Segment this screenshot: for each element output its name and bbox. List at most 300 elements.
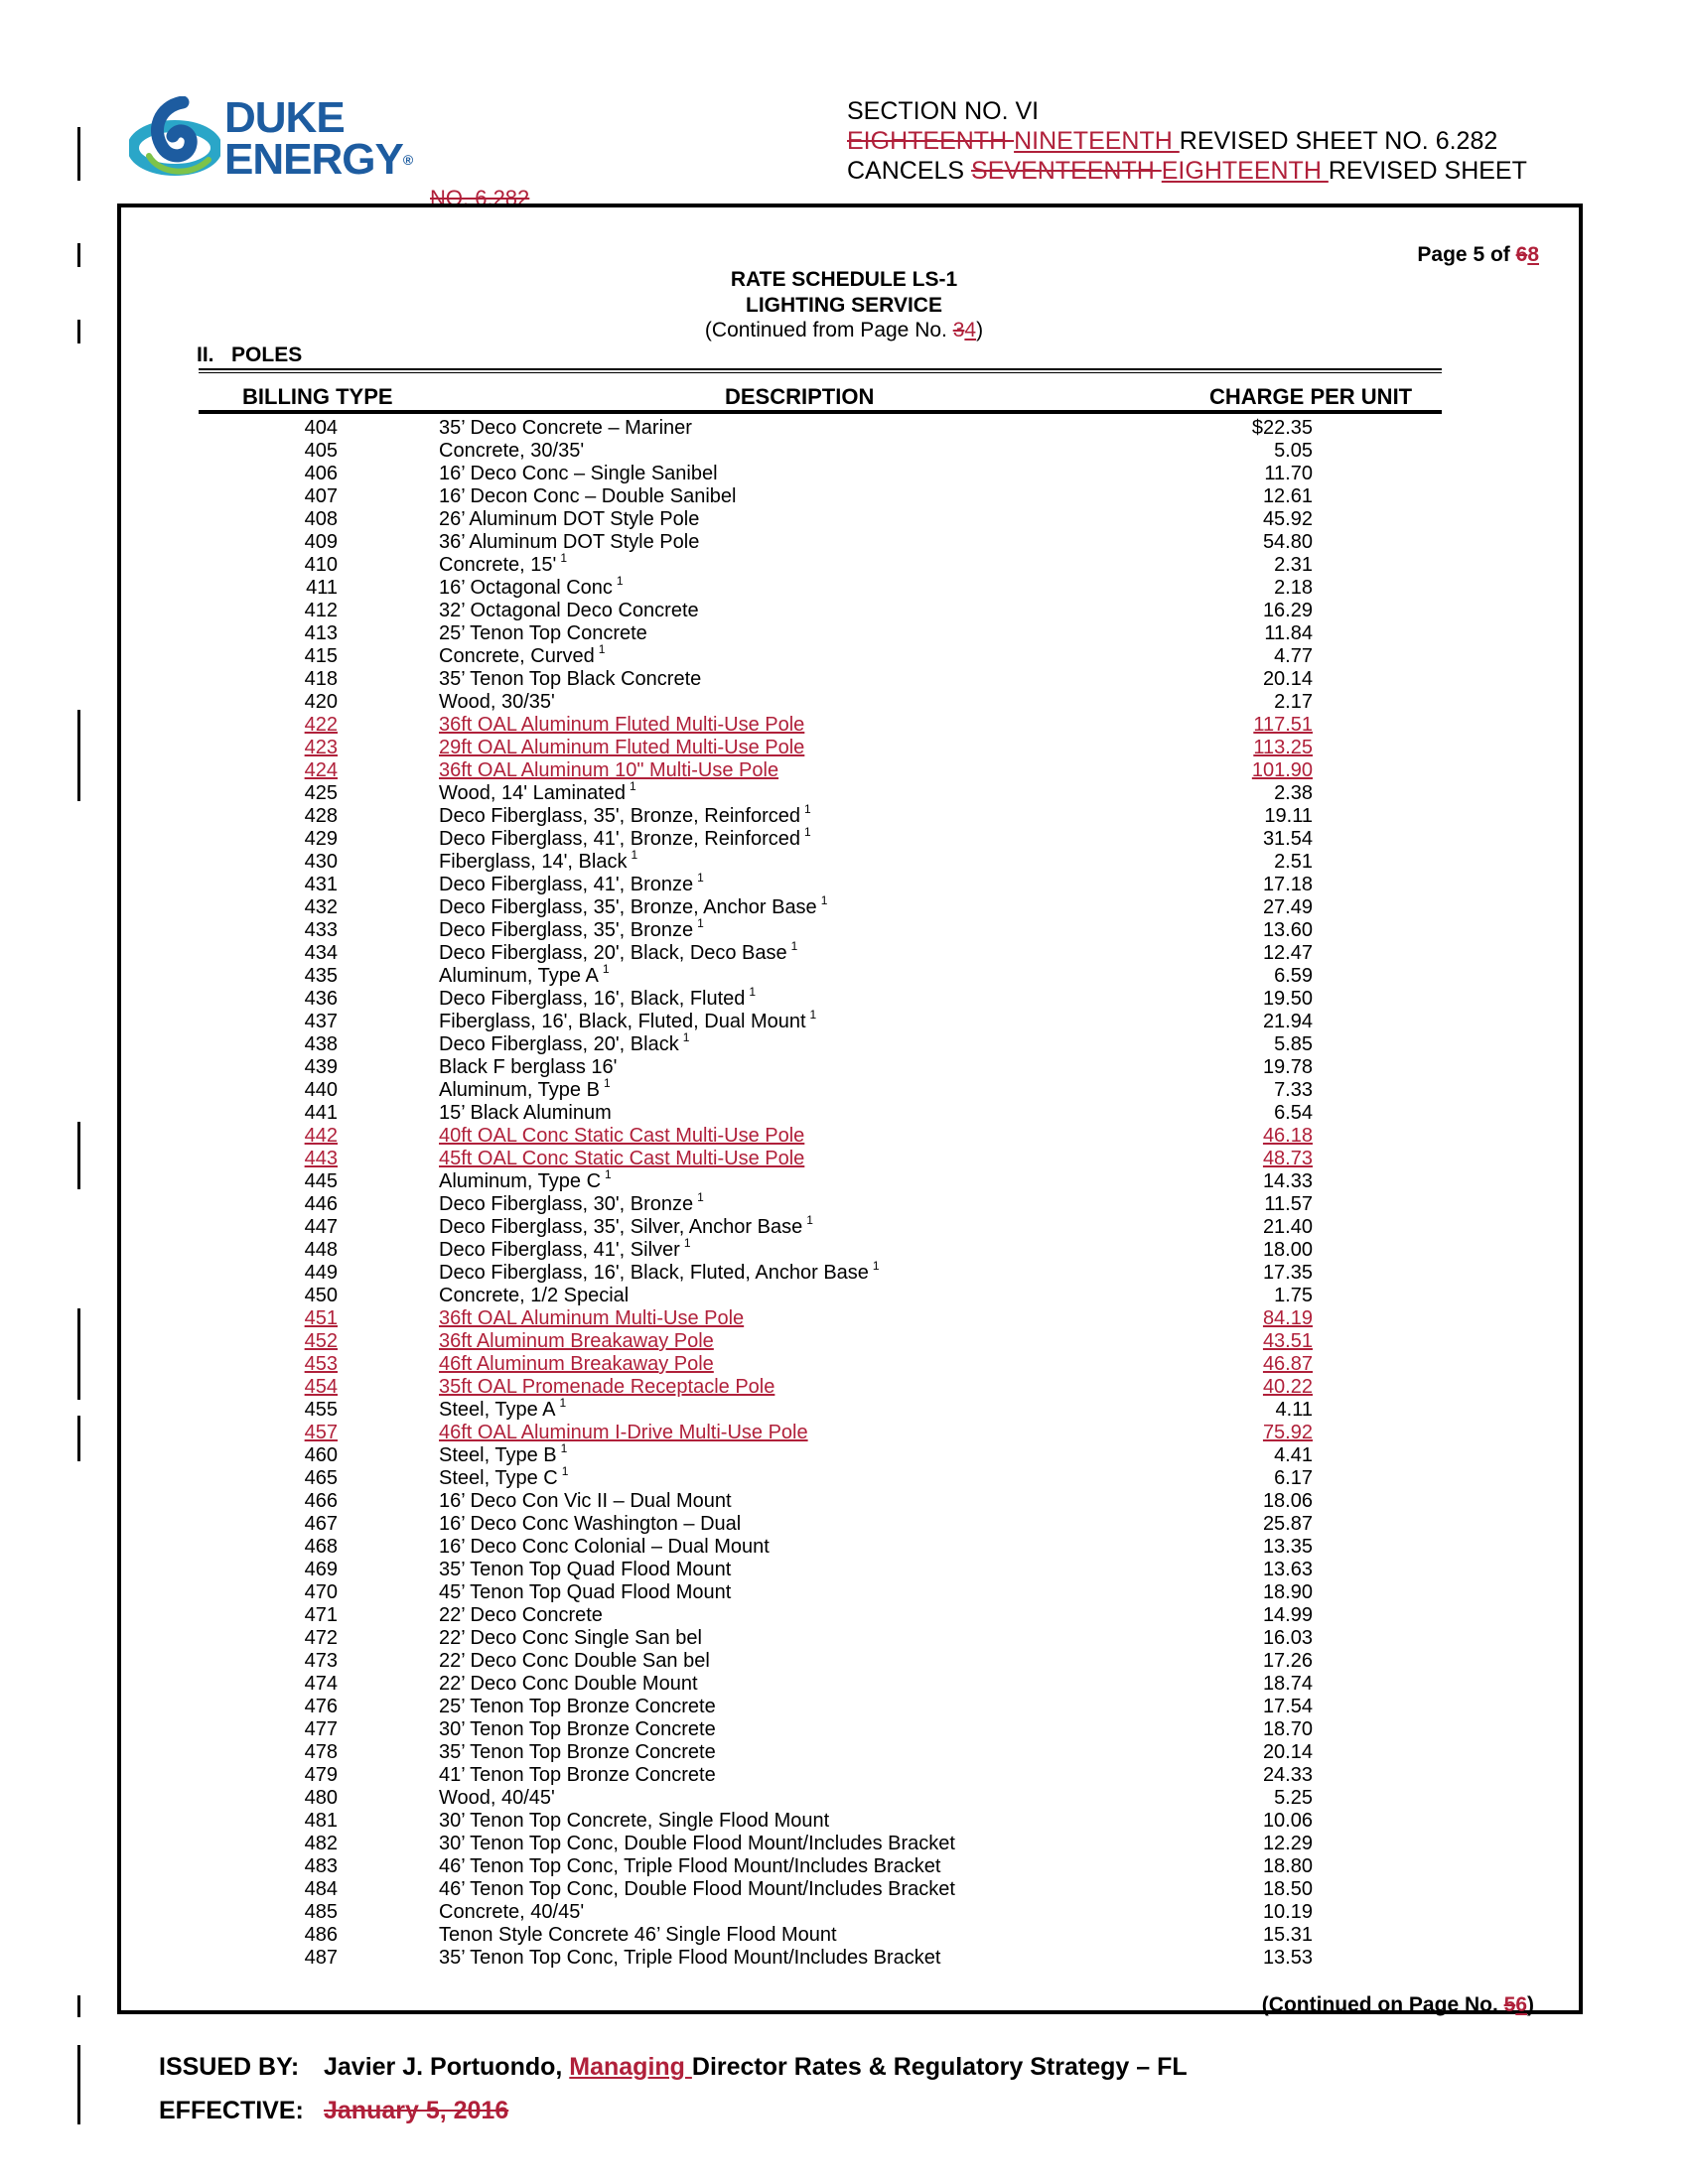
pole-description-text: 26’ Aluminum DOT Style Pole [439,508,700,530]
pole-description-text: Concrete, Curved [439,645,595,667]
charge-per-unit: 12.29 [1262,1833,1313,1854]
pole-description-text: Deco Fiberglass, 41', Bronze [439,874,694,895]
billing-type-code: 424 [304,759,338,781]
pole-description-text: 41’ Tenon Top Bronze Concrete [439,1764,716,1786]
billing-type-code: 430 [304,851,338,873]
footnote-marker: 1 [559,1396,567,1411]
pole-description-text: Concrete, 15' [439,554,557,576]
charge-per-unit: 5.05 [1274,440,1313,462]
table-row [0,1030,1688,1056]
pole-description [439,485,736,508]
issued-by-name: Javier J. Portuondo, [324,2053,570,2081]
billing-type-code: 483 [304,1855,338,1877]
logo-wordmark [224,93,413,184]
table-row [0,440,1688,463]
lighting-service-title: LIGHTING SERVICE [746,294,942,317]
pole-description [439,1422,808,1444]
continued-on-prefix: (Continued on Page No. [1261,1993,1504,2016]
effective-date-deleted: January 5, 2016 [324,2097,509,2124]
table-row [0,1536,1688,1559]
billing-type-code: 469 [304,1559,338,1580]
charge-per-unit: 31.54 [1262,828,1313,850]
cancels-inserted-text: EIGHTEENTH [1161,157,1329,185]
page-number [1291,243,1539,267]
charge-per-unit: 40.22 [1262,1376,1313,1398]
table-row [0,1741,1688,1764]
pole-description-text: 45’ Tenon Top Quad Flood Mount [439,1581,732,1603]
charge-per-unit: 84.19 [1262,1307,1313,1329]
pole-description [439,1464,569,1490]
footnote-marker: 1 [697,871,704,886]
pole-description-text: Deco Fiberglass, 30', Bronze [439,1193,694,1215]
pole-description [439,1236,691,1262]
table-row [0,962,1688,988]
charge-per-unit: 10.19 [1262,1901,1313,1923]
pole-description-text: 35’ Tenon Top Black Concrete [439,668,702,690]
billing-type-code: 431 [304,874,338,895]
pole-description-text: 30’ Tenon Top Bronze Concrete [439,1718,716,1740]
charge-per-unit: 14.33 [1262,1170,1313,1192]
charge-per-unit: $22.35 [1251,417,1313,439]
table-row [0,1673,1688,1696]
charge-per-unit: 18.74 [1262,1673,1313,1695]
table-row [0,1008,1688,1033]
pole-description-text: 35’ Tenon Top Bronze Concrete [439,1741,716,1763]
pole-description [439,1076,611,1102]
pole-description [439,622,647,645]
table-row [0,622,1688,645]
pole-description [439,1581,731,1604]
table-header-rule [199,410,1442,414]
charge-per-unit: 2.38 [1274,782,1313,804]
issued-by-value [324,2053,1188,2082]
billing-type-code: 410 [304,554,338,576]
billing-type-code: 448 [304,1239,338,1261]
section-heading-number: II. [197,343,214,366]
pole-description [439,1376,774,1399]
pole-description [439,1030,690,1056]
pole-description [439,1810,829,1833]
footnote-marker: 1 [561,1464,569,1479]
table-row [0,1190,1688,1216]
billing-type-code: 455 [304,1399,338,1421]
footnote-marker: 1 [602,962,610,977]
pole-description-text: 36ft Aluminum Breakaway Pole [439,1330,714,1352]
charge-per-unit: 4.41 [1274,1444,1313,1466]
pole-description [439,574,624,600]
charge-per-unit: 17.35 [1262,1262,1313,1284]
billing-type-code: 486 [304,1924,338,1946]
sheet-rest-text: REVISED SHEET NO. 6.282 [1179,127,1498,155]
table-row [0,463,1688,485]
page-deleted: 6 [1515,243,1528,266]
table-row [0,779,1688,805]
cancels-label: CANCELS [847,157,972,185]
billing-type-code: 460 [304,1444,338,1466]
pole-description-text: 25’ Tenon Top Concrete [439,622,647,644]
table-row [0,1330,1688,1353]
pole-description [439,600,699,622]
pole-description-text: 35’ Deco Concrete – Mariner [439,417,692,439]
pole-description [439,871,704,896]
cancels-rest-text: REVISED SHEET [1328,157,1527,185]
charge-per-unit: 4.11 [1275,1399,1313,1421]
footnote-marker: 1 [560,551,568,566]
charge-per-unit: 5.85 [1274,1033,1313,1055]
pole-description [439,1947,940,1970]
billing-type-code: 446 [304,1193,338,1215]
billing-type-code: 468 [304,1536,338,1558]
charge-per-unit: 46.87 [1262,1353,1313,1375]
billing-type-code: 450 [304,1285,338,1306]
pole-description-text: Fiberglass, 14', Black [439,851,628,873]
billing-type-code: 452 [304,1330,338,1352]
billing-type-code: 474 [304,1673,338,1695]
pole-description-text: Aluminum, Type B [439,1079,600,1101]
footnote-marker: 1 [749,985,757,1000]
pole-description [439,985,757,1011]
charge-per-unit: 4.77 [1274,645,1313,667]
table-row [0,1490,1688,1513]
continued-from-prefix: (Continued from Page No. [704,319,953,341]
pole-description [439,508,699,531]
sheet-inserted-text: NINETEENTH [1014,127,1180,155]
table-row [0,1718,1688,1741]
table-row [0,691,1688,714]
charge-per-unit: 6.54 [1274,1102,1313,1124]
table-row [0,737,1688,759]
pole-description-text: 35ft OAL Promenade Receptacle Pole [439,1376,775,1398]
charge-per-unit: 10.06 [1262,1810,1313,1832]
column-header-billing-type: BILLING TYPE [242,384,393,409]
pole-description [439,779,636,805]
pole-description-text: Concrete, 40/45' [439,1901,585,1923]
table-row [0,1855,1688,1878]
billing-type-code: 415 [304,645,338,667]
pole-description [439,1148,804,1170]
charge-per-unit: 2.18 [1274,577,1313,599]
table-row [0,1102,1688,1125]
table-row [0,668,1688,691]
charge-per-unit: 18.70 [1262,1718,1313,1740]
table-row [0,642,1688,668]
pole-description-text: 16’ Deco Conc Colonial – Dual Mount [439,1536,770,1558]
column-header-charge: CHARGE PER UNIT [1209,384,1413,409]
table-row [0,1581,1688,1604]
charge-per-unit: 12.47 [1262,942,1313,964]
charge-per-unit: 19.11 [1264,805,1313,827]
footnote-marker: 1 [804,825,811,840]
charge-per-unit: 20.14 [1262,668,1313,690]
no-deleted-text: NO. 6.282 [430,186,530,210]
charge-per-unit: 6.59 [1274,965,1313,987]
pole-description-text: 46ft Aluminum Breakaway Pole [439,1353,714,1375]
charge-per-unit: 46.18 [1262,1125,1313,1147]
charge-per-unit: 25.87 [1262,1513,1313,1535]
pole-description-text: Aluminum, Type C [439,1170,602,1192]
charge-per-unit: 13.53 [1262,1947,1313,1969]
pole-description-text: Fiberglass, 16', Black, Fluted, Dual Mount [439,1011,806,1032]
footnote-marker: 1 [630,779,636,794]
sheet-number-line [847,126,1497,156]
pole-description-text: 16’ Decon Conc – Double Sanibel [439,485,737,507]
table-row [0,1833,1688,1855]
pole-description [439,737,804,759]
pole-description-text: 36ft OAL Aluminum 10" Multi-Use Pole [439,759,779,781]
pole-description-text: Black F berglass 16' [439,1056,618,1078]
billing-type-code: 478 [304,1741,338,1763]
pole-description [439,939,798,965]
table-row [0,1148,1688,1170]
continued-from-suffix: ) [976,319,984,341]
pole-description [439,893,828,919]
footnote-marker: 1 [631,848,638,863]
pole-description [439,1673,698,1696]
continued-from [596,319,1092,342]
pole-description [439,825,811,851]
billing-type-code: 480 [304,1787,338,1809]
table-row [0,531,1688,554]
registered-mark: ® [402,152,413,168]
pole-description [439,1285,629,1307]
table-row [0,1650,1688,1673]
charge-per-unit: 12.61 [1262,485,1313,507]
section-heading-label: POLES [231,343,303,366]
pole-description-text: Tenon Style Concrete 46’ Single Flood Mount [439,1924,837,1946]
charge-per-unit: 13.63 [1262,1559,1313,1580]
charge-per-unit: 11.70 [1264,463,1313,484]
pole-description [439,531,699,554]
table-row [0,1056,1688,1079]
table-row [0,916,1688,942]
footnote-marker: 1 [804,802,811,817]
table-row [0,1810,1688,1833]
table-row [0,759,1688,782]
pole-description-text: Concrete, 1/2 Special [439,1285,630,1306]
billing-type-code: 442 [304,1125,338,1147]
footnote-marker: 1 [697,916,704,931]
billing-type-code: 487 [304,1947,338,1969]
pole-description [439,916,704,942]
footnote-marker: 1 [806,1213,813,1228]
billing-type-code: 436 [304,988,338,1010]
billing-type-code: 445 [304,1170,338,1192]
table-row [0,1213,1688,1239]
charge-per-unit: 2.17 [1274,691,1313,713]
pole-description [439,1787,555,1810]
section-number: SECTION NO. VI [847,97,1040,125]
pole-description [439,1627,702,1650]
pole-description-text: 25’ Tenon Top Bronze Concrete [439,1696,716,1717]
charge-per-unit: 21.40 [1262,1216,1313,1238]
pole-description [439,1878,955,1901]
pole-description-text: Wood, 30/35' [439,691,555,713]
pole-description-text: Deco Fiberglass, 35', Silver, Anchor Base [439,1216,803,1238]
table-row [0,1513,1688,1536]
issued-by-label: ISSUED BY: [159,2053,300,2081]
table-row [0,825,1688,851]
billing-type-code: 484 [304,1878,338,1900]
pole-description-text: 22’ Deco Conc Double Mount [439,1673,698,1695]
change-bar [77,243,80,267]
charge-per-unit: 18.80 [1262,1855,1313,1877]
table-row [0,1376,1688,1399]
charge-per-unit: 2.51 [1274,851,1313,873]
table-row [0,939,1688,965]
table-row [0,1696,1688,1718]
footnote-marker: 1 [790,939,798,954]
pole-description [439,1696,716,1718]
pole-description [439,642,606,668]
table-row [0,893,1688,919]
billing-type-code: 466 [304,1490,338,1512]
billing-type-code: 432 [304,896,338,918]
pole-description [439,1125,804,1148]
cancels-deleted-text: SEVENTEENTH [971,157,1162,185]
pole-description [439,1213,813,1239]
section-heading [197,343,302,367]
pole-description-text: 46’ Tenon Top Conc, Double Flood Mount/Includes Bracket [439,1878,955,1900]
charge-per-unit: 20.14 [1262,1741,1313,1763]
table-row [0,802,1688,828]
charge-per-unit: 27.49 [1262,896,1313,918]
pole-description-text: 30’ Tenon Top Concrete, Single Flood Mount [439,1810,830,1832]
footnote-marker: 1 [560,1441,568,1456]
pole-description [439,1833,955,1855]
page-inserted: 8 [1527,243,1539,266]
change-bar [77,1995,80,2017]
pole-description [439,417,692,440]
pole-description-text: 29ft OAL Aluminum Fluted Multi-Use Pole [439,737,805,758]
pole-description-text: Wood, 14' Laminated [439,782,627,804]
table-row [0,508,1688,531]
pole-description [439,1353,714,1376]
table-row [0,848,1688,874]
billing-type-code: 435 [304,965,338,987]
charge-per-unit: 101.90 [1251,759,1313,781]
table-row [0,1604,1688,1627]
table-row [0,985,1688,1011]
pole-description-text: 36ft OAL Aluminum Multi-Use Pole [439,1307,745,1329]
pole-description-text: 40ft OAL Conc Static Cast Multi-Use Pole [439,1125,805,1147]
charge-per-unit: 17.54 [1262,1696,1313,1717]
table-row [0,1285,1688,1307]
charge-per-unit: 21.94 [1262,1011,1313,1032]
table-row [0,1422,1688,1444]
footnote-marker: 1 [683,1236,691,1251]
pole-description [439,962,610,988]
billing-type-code: 465 [304,1467,338,1489]
table-row [0,551,1688,577]
billing-type-code: 477 [304,1718,338,1740]
table-row [0,1627,1688,1650]
footnote-marker: 1 [820,893,828,908]
pole-description-text: Aluminum, Type A [439,965,599,987]
charge-per-unit: 45.92 [1262,508,1313,530]
billing-type-code: 407 [304,485,338,507]
table-row [0,1924,1688,1947]
issued-by-inserted: Managing [569,2053,692,2081]
continued-on-inserted: 6 [1515,1993,1527,2016]
pole-description-text: 30’ Tenon Top Conc, Double Flood Mount/Includes Bracket [439,1833,955,1854]
table-row [0,1878,1688,1901]
pole-description [439,1604,603,1627]
billing-type-code: 470 [304,1581,338,1603]
pole-description [439,1167,612,1193]
pole-description [439,1441,568,1467]
charge-per-unit: 6.17 [1274,1467,1313,1489]
footnote-marker: 1 [697,1190,704,1205]
pole-description [439,1741,716,1764]
pole-description [439,1396,567,1422]
charge-per-unit: 54.80 [1262,531,1313,553]
charge-per-unit: 18.06 [1262,1490,1313,1512]
charge-per-unit: 7.33 [1274,1079,1313,1101]
pole-description [439,668,701,691]
billing-type-code: 473 [304,1650,338,1672]
table-row [0,1076,1688,1102]
charge-per-unit: 16.03 [1262,1627,1313,1649]
pole-description [439,551,568,577]
pole-description [439,1924,837,1947]
duke-energy-logo [129,91,417,191]
pole-description-text: Deco Fiberglass, 20', Black, Deco Base [439,942,787,964]
table-row [0,1947,1688,1970]
table-row [0,1259,1688,1285]
pole-description-text: Steel, Type C [439,1467,558,1489]
footnote-marker: 1 [603,1076,611,1091]
table-row [0,1307,1688,1330]
pole-description [439,463,718,485]
pole-description-text: Deco Fiberglass, 16', Black, Fluted [439,988,746,1010]
billing-type-code: 453 [304,1353,338,1375]
pole-description-text: 36’ Aluminum DOT Style Pole [439,531,700,553]
continued-on [1192,1993,1534,2017]
pole-description-text: 36ft OAL Aluminum Fluted Multi-Use Pole [439,714,805,736]
footnote-marker: 1 [809,1008,817,1023]
pole-description [439,759,778,782]
pole-description [439,802,811,828]
cancels-line [847,156,1527,186]
charge-per-unit: 11.57 [1264,1193,1313,1215]
billing-type-code: 437 [304,1011,338,1032]
pole-description [439,1764,716,1787]
charge-per-unit: 5.25 [1274,1787,1313,1809]
table-row [0,1396,1688,1422]
continued-on-suffix: ) [1527,1993,1534,2016]
charge-per-unit: 19.50 [1262,988,1313,1010]
pole-description-text: 15’ Black Aluminum [439,1102,612,1124]
billing-type-code: 447 [304,1216,338,1238]
billing-type-code: 438 [304,1033,338,1055]
billing-type-code: 404 [304,417,338,439]
billing-type-code: 418 [304,668,338,690]
continued-on-deleted: 5 [1503,1993,1516,2016]
rate-schedule-title: RATE SCHEDULE LS-1 [730,268,958,291]
table-row [0,574,1688,600]
billing-type-code: 428 [304,805,338,827]
pole-description-text: Deco Fiberglass, 35', Bronze [439,919,694,941]
pole-description [439,1330,714,1353]
billing-type-code: 429 [304,828,338,850]
pole-description-text: Wood, 40/45' [439,1787,555,1809]
charge-per-unit: 13.60 [1262,919,1313,941]
column-header-description: DESCRIPTION [725,384,875,409]
billing-type-code: 408 [304,508,338,530]
pole-description [439,1718,716,1741]
pole-description-text: Steel, Type A [439,1399,556,1421]
charge-per-unit: 11.84 [1264,622,1313,644]
